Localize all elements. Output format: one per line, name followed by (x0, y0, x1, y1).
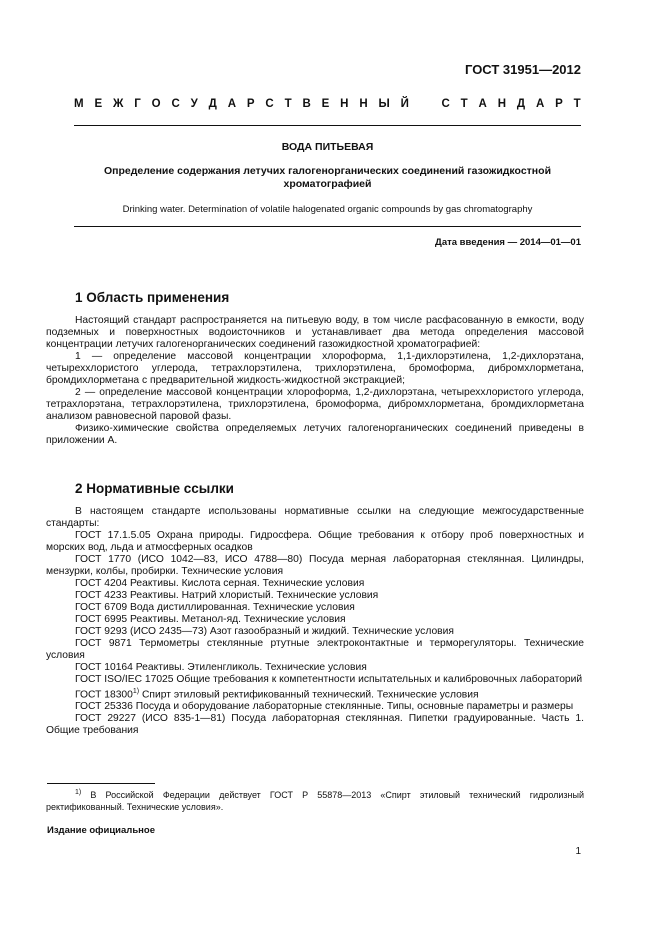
section-1-body (46, 315, 584, 447)
banner-letter: Т (460, 98, 468, 110)
page-number: 1 (575, 846, 581, 857)
banner-letter: Й (400, 98, 409, 110)
section-2-heading: 2 Нормативные ссылки (75, 481, 234, 496)
document-title: ВОДА ПИТЬЕВАЯ (281, 141, 374, 153)
reference-item: ГОСТ 4204 Реактивы. Кислота серная. Технические условия (75, 578, 365, 589)
reference-item: ГОСТ 29227 (ИСО 835-1—81) Посуда лабораторная стеклянная. Пипетки градуированные. Часть 1. Общие требования (46, 713, 584, 737)
reference-item: ГОСТ 17.1.5.05 Охрана природы. Гидросфера. Общие требования к отбору проб поверхностных и морских вод, льда и атмосферных осадков (46, 530, 584, 553)
banner-letter: С (265, 98, 274, 110)
banner-letter: Р (246, 98, 255, 110)
title-bottom-rule (74, 226, 581, 227)
banner-letter: Ы (378, 98, 390, 110)
banner-letter: Н (497, 98, 507, 110)
paragraph: Физико-химические свойства определяемых летучих галогенорганических соединений приведены в приложении А. (46, 423, 584, 446)
banner-letter: Д (208, 98, 217, 110)
reference-item: ГОСТ 9871 Термометры стеклянные ртутные электроконтактные и терморегуляторы. Технические условия (46, 638, 584, 661)
reference-item: ГОСТ 9293 (ИСО 2435—73) Азот газообразный и жидкий. Технические условия (75, 626, 454, 637)
banner-letter: Н (340, 98, 349, 110)
paragraph: 2 — определение массовой концентрации хлороформа, 1,2-дихлорэтана, четыреххлористого углерода, тетрахлорэтана, тетрахлорэтилена, трихлорэтилена, бромоформа, дибромхлорметана, бромдихлорметана анализом равновесной паровой фазы. (46, 387, 584, 422)
reference-item: ГОСТ 10164 Реактивы. Этиленгликоль. Технические условия (75, 662, 367, 673)
banner-letter: С (171, 98, 180, 110)
reference-item (46, 686, 584, 701)
banner-letter: Г (134, 98, 141, 110)
banner-letter: М (74, 98, 84, 110)
banner-letter: Т (573, 98, 581, 110)
reference-item: ГОСТ 6995 Реактивы. Метанол-яд. Технические условия (75, 614, 346, 625)
banner-letter: С (441, 98, 450, 110)
subtitle-russian: Определение содержания летучих галогенорганических соединений газожидкостной хроматографией (103, 165, 552, 190)
footnote-marker: 1) (132, 688, 140, 695)
standard-code: ГОСТ 31951—2012 (465, 62, 581, 77)
reference-code: ГОСТ 18300 (75, 689, 133, 701)
banner-letter: А (535, 98, 545, 110)
banner-letter: В (302, 98, 311, 110)
banner-letter: Н (359, 98, 368, 110)
official-edition-label: Издание официальное (47, 825, 155, 836)
footnote-rule (47, 783, 155, 784)
reference-item: ГОСТ 4233 Реактивы. Натрий хлористый. Технические условия (75, 590, 379, 601)
banner-letter: Ж (112, 98, 124, 110)
banner-letter: О (151, 98, 161, 110)
subtitle-english: Drinking water. Determination of volatile halogenated organic compounds by gas chromatography (122, 204, 533, 215)
paragraph: 1 — определение массовой концентрации хлороформа, 1,1-дихлорэтилена, 1,2-дихлорэтана, четыреххлористого углерода, тетрахлорэтилена, трихлорэтилена, бромоформа, дибромхлорметана, бромдихлорметана с предварительной жидкость-жидкостной экстракцией; (46, 351, 584, 386)
top-rule (74, 125, 581, 126)
banner-letter: Д (516, 98, 526, 110)
reference-item: ГОСТ ISO/IEC 17025 Общие требования к компетентности испытательных и калибровочных лабораторий (75, 674, 583, 685)
banner-letter: У (190, 98, 198, 110)
interstate-standard-banner (74, 98, 581, 110)
section-1-heading: 1 Область применения (75, 290, 230, 305)
section-2-body (46, 506, 584, 737)
banner-letter: А (227, 98, 237, 110)
footnote-text: В Российской Федерации действует ГОСТ Р 55878—2013 «Спирт этиловый технический гидролизный ректификованный. Технические условия». (46, 790, 584, 812)
banner-letter: А (478, 98, 487, 110)
reference-item: ГОСТ 25336 Посуда и оборудование лабораторные стеклянные. Типы, основные параметры и размеры (75, 701, 574, 713)
reference-item: ГОСТ 1770 (ИСО 1042—83, ИСО 4788—80) Посуда мерная лабораторная стеклянная. Цилиндры, мензурки, колбы, пробирки. Технические условия (46, 554, 584, 577)
paragraph: Настоящий стандарт распространяется на питьевую воду, в том числе расфасованную в емкости, воду подземных и поверхностных водоисточников и устанавливает два метода определения массовой концентрации летучих галогенорганических соединений газожидкостной хроматографией: (46, 315, 584, 350)
banner-letter: Р (555, 98, 563, 110)
footnote-marker: 1) (75, 789, 82, 796)
reference-text: Спирт этиловый ректификованный технический. Технические условия (139, 689, 479, 701)
effective-date: Дата введения — 2014—01—01 (435, 237, 581, 248)
footnote (46, 787, 584, 813)
paragraph: В настоящем стандарте использованы нормативные ссылки на следующие межгосударственные стандарты: (46, 506, 584, 529)
banner-letter: Е (94, 98, 103, 110)
reference-item: ГОСТ 6709 Вода дистиллированная. Технические условия (75, 602, 355, 613)
banner-letter: Е (321, 98, 330, 110)
banner-letter: Т (284, 98, 292, 110)
